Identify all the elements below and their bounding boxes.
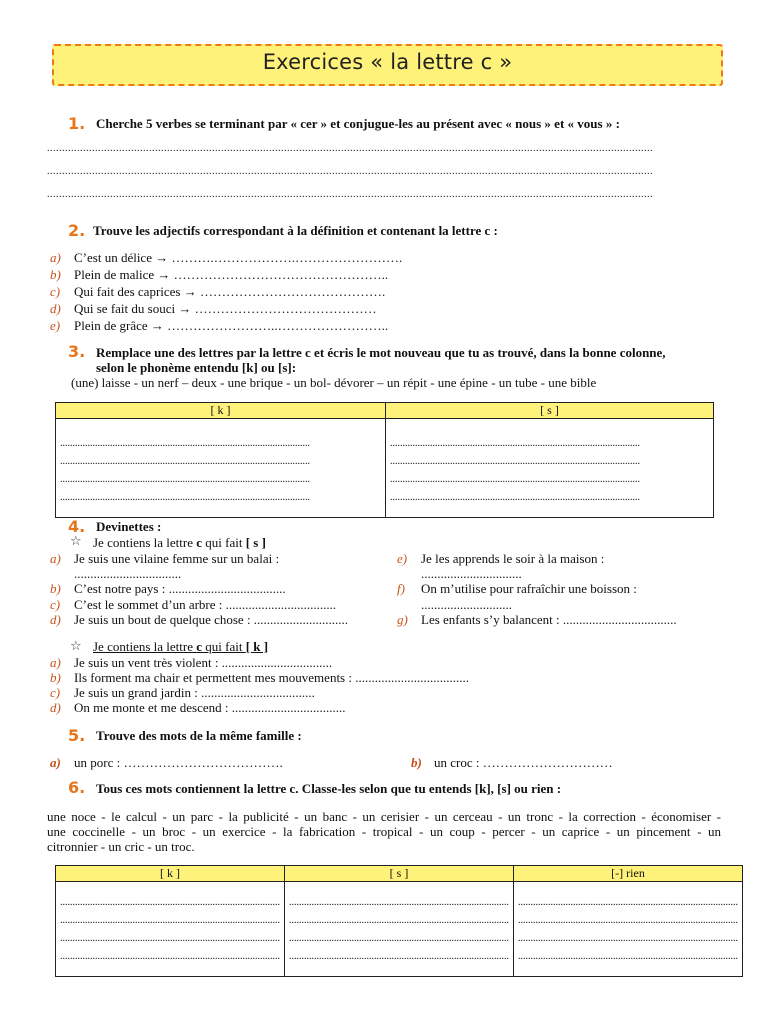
list-letter: c) — [50, 284, 61, 299]
star-icon: ☆ — [70, 534, 82, 549]
riddle-item: Je suis une vilaine femme sur un balai : — [74, 551, 280, 566]
column-header-k: [ k ] — [56, 866, 285, 882]
list-letter: f) — [397, 581, 405, 596]
exercise-2-instruction: Trouve les adjectifs correspondant à la définition et contenant la lettre c : — [93, 223, 498, 238]
family-item-a: un porc : ………………………………. — [74, 755, 283, 770]
exercise-6-words-line2: une coccinelle - un broc - un exercice - la fabrication - tropical - un coup - percer - un caprice - un pincement - un — [47, 824, 721, 839]
list-letter: d) — [50, 700, 61, 715]
list-item: Plein de malice → ………………………………………….. — [74, 267, 389, 282]
exercise-6-words-line1: une noce - le calcul - un parc - la publicité - un banc - un cerisier - un cerceau - un tronc - la correction - économiser - — [47, 809, 721, 824]
list-letter: c) — [50, 685, 61, 700]
exercise-6-words-line3: citronnier - un cric - un troc. — [47, 839, 195, 854]
list-letter: d) — [50, 301, 61, 316]
list-letter: d) — [50, 612, 61, 627]
exercise-6-instruction: Tous ces mots contiennent la lettre c. Classe-les selon que tu entends [k], [s] ou rien : — [96, 781, 562, 796]
exercise-5-number: 5. — [68, 726, 86, 745]
star-icon: ☆ — [70, 639, 82, 654]
list-letter: a) — [50, 250, 61, 265]
family-item-b: un croc : ………………………… — [434, 755, 613, 770]
list-letter: b) — [50, 670, 61, 685]
exercise-4-instruction: Devinettes : — [96, 519, 162, 534]
exercise-6-number: 6. — [68, 778, 86, 797]
list-letter: b) — [50, 267, 61, 282]
list-item: Qui se fait du souci → …………………………………… — [74, 301, 377, 316]
list-item: Plein de grâce → ……………………..…………………….. — [74, 318, 389, 333]
column-header-s: [ s ] — [285, 866, 514, 882]
list-letter: e) — [50, 318, 61, 333]
riddle-item: On m’utilise pour rafraîchir une boisson : — [421, 581, 637, 596]
list-letter: a) — [50, 551, 61, 566]
exercise-5-instruction: Trouve des mots de la même famille : — [96, 728, 302, 743]
answer-line-2[interactable]: .......................................................................................................................................................................................................... — [47, 166, 653, 177]
riddle-item: On me monte et me descend : ................................... — [74, 700, 346, 715]
list-letter: b) — [50, 581, 61, 596]
riddle-item: Je suis un grand jardin : ................................... — [74, 685, 315, 700]
list-letter: g) — [397, 612, 408, 627]
riddle-heading-s: Je contiens la lettre c qui fait [ s ] — [93, 535, 266, 550]
title-banner — [52, 44, 723, 86]
exercise-3-instruction-line2: selon le phonème entendu [k] ou [s]: — [96, 360, 297, 375]
exercise-1-number: 1. — [68, 114, 86, 133]
riddle-answer[interactable]: ............................ — [421, 597, 512, 612]
riddle-item: C’est notre pays : .................................... — [74, 581, 286, 596]
exercise-3-words: (une) laisse - un nerf – deux - une brique - un bol- dévorer – un répit - une épine - un tube - une bible — [71, 375, 597, 390]
column-header-rien: [-] rien — [514, 866, 743, 882]
riddle-item: Les enfants s’y balancent : ................................... — [421, 612, 677, 627]
exercise-3-table — [55, 402, 714, 518]
list-item: Qui fait des caprices → ……………………………………. — [74, 284, 386, 299]
list-letter: a) — [50, 755, 61, 770]
answer-line-3[interactable]: .......................................................................................................................................................................................................... — [47, 189, 653, 200]
list-item: C’est un délice → ……….……………….……………………. — [74, 250, 403, 265]
riddle-item: Je suis un bout de quelque chose : ............................. — [74, 612, 349, 627]
answer-cell-s[interactable]: .................................................................................................... .................................................................................................... .................................................................................................... .................................................................................................... — [386, 419, 714, 518]
riddle-item: Je les apprends le soir à la maison : — [421, 551, 605, 566]
riddle-heading-k: Je contiens la lettre c qui fait [ k ] — [93, 639, 269, 654]
list-letter: b) — [411, 755, 422, 770]
riddle-item: Ils forment ma chair et permettent mes mouvements : ................................... — [74, 670, 469, 685]
exercise-1-instruction: Cherche 5 verbes se terminant par « cer » et conjugue-les au présent avec « nous » et « vous » : — [96, 116, 620, 131]
column-header-k: [ k ] — [56, 403, 386, 419]
answer-cell-s[interactable]: ........................................................................................ ........................................................................................ ........................................................................................ ........................................................................................ — [285, 882, 514, 977]
list-letter: c) — [50, 597, 61, 612]
riddle-item: C’est le sommet d’un arbre : .................................. — [74, 597, 337, 612]
exercise-3-instruction: Remplace une des lettres par la lettre c et écris le mot nouveau que tu as trouvé, dans la bonne colonne, — [96, 345, 666, 360]
page-title: Exercices « la lettre c » — [262, 50, 513, 74]
answer-cell-k[interactable]: .................................................................................................... .................................................................................................... .................................................................................................... .................................................................................................... — [56, 419, 386, 518]
riddle-answer[interactable]: ................................. — [74, 566, 182, 581]
exercise-6-table — [55, 865, 743, 977]
exercise-2-number: 2. — [68, 221, 86, 240]
exercise-3-number: 3. — [68, 342, 86, 361]
column-header-s: [ s ] — [386, 403, 714, 419]
answer-cell-rien[interactable]: ........................................................................................ ........................................................................................ ........................................................................................ ........................................................................................ — [514, 882, 743, 977]
riddle-answer[interactable]: ............................... — [421, 566, 522, 581]
answer-line-1[interactable]: .......................................................................................................................................................................................................... — [47, 143, 653, 154]
riddle-item: Je suis un vent très violent : .................................. — [74, 655, 333, 670]
list-letter: e) — [397, 551, 408, 566]
exercise-4-number: 4. — [68, 517, 86, 536]
answer-cell-k[interactable]: ........................................................................................ ........................................................................................ ........................................................................................ ........................................................................................ — [56, 882, 285, 977]
list-letter: a) — [50, 655, 61, 670]
